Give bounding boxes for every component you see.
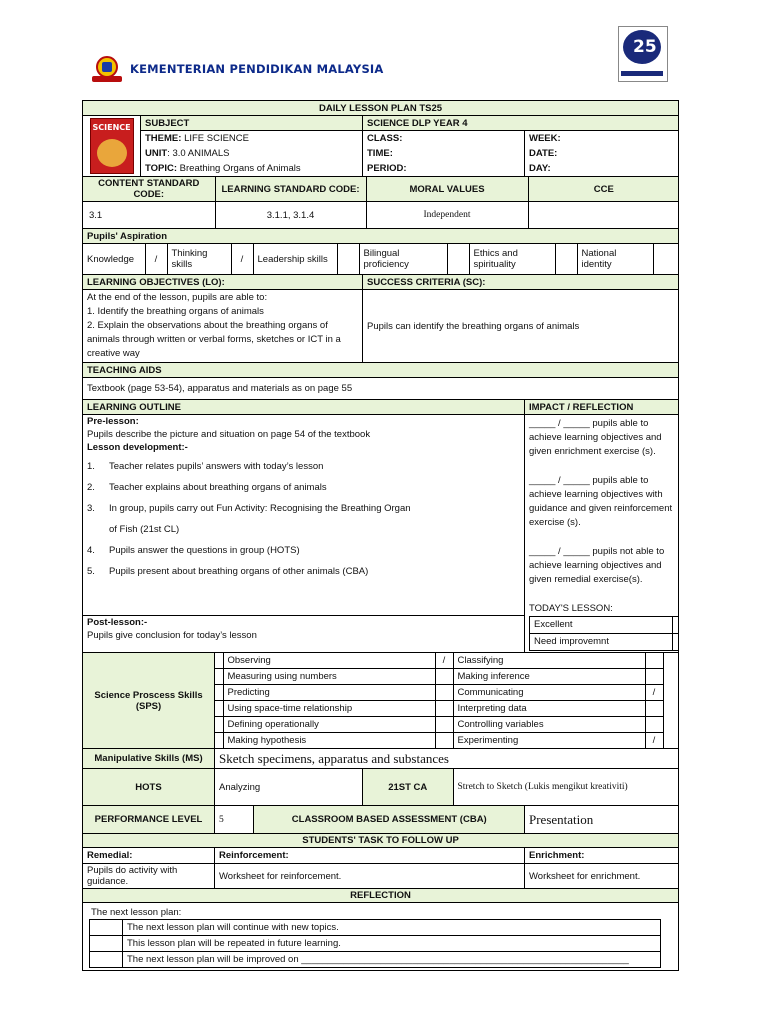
sc-text: Pupils can identify the breathing organs of animals bbox=[363, 290, 679, 363]
sps-interpreting: Interpreting data bbox=[453, 701, 645, 717]
cba-value: Presentation bbox=[525, 806, 679, 834]
theme-value: LIFE SCIENCE bbox=[184, 133, 249, 145]
moral-values-label: MORAL VALUES bbox=[366, 177, 528, 201]
remedial-label: Remedial: bbox=[83, 848, 215, 864]
performance-level-label: PERFORMANCE LEVEL bbox=[83, 806, 215, 834]
plan-title: DAILY LESSON PLAN TS25 bbox=[83, 101, 679, 116]
next-plan-option: The next lesson plan will continue with new topics. bbox=[123, 920, 661, 936]
sps-measuring-mark bbox=[435, 669, 453, 685]
sps-table bbox=[215, 653, 679, 748]
sps-classifying: Classifying bbox=[453, 653, 645, 669]
book-cover bbox=[83, 116, 141, 177]
sps-hypothesis: Making hypothesis bbox=[223, 733, 435, 749]
next-plan-check bbox=[90, 952, 123, 968]
aspiration-thinking: Thinking skills bbox=[167, 244, 231, 274]
theme-row bbox=[141, 131, 363, 146]
sps-interpreting-mark bbox=[645, 701, 663, 717]
ts25-logo-icon bbox=[618, 26, 668, 82]
theme-label: THEME: bbox=[145, 133, 182, 145]
next-plan-table bbox=[89, 919, 661, 968]
rating-excellent: Excellent bbox=[530, 617, 673, 634]
lo-label: LEARNING OBJECTIVES (LO): bbox=[83, 275, 363, 290]
sps-measuring: Measuring using numbers bbox=[223, 669, 435, 685]
sps-predicting: Predicting bbox=[223, 685, 435, 701]
sps-label: Science Proscess Skills (SPS) bbox=[83, 653, 215, 749]
aspiration-knowledge-mark: / bbox=[145, 244, 167, 274]
hots-value: Analyzing bbox=[215, 769, 363, 806]
development-step: of Fish (21st CL) bbox=[109, 524, 180, 535]
sps-observing: Observing bbox=[223, 653, 435, 669]
aspiration-knowledge: Knowledge bbox=[83, 244, 145, 274]
reinforcement-label: Reinforcement: bbox=[215, 848, 525, 864]
development-step: 4. Pupils answer the questions in group (HOTS) bbox=[87, 545, 300, 556]
aspiration-label: Pupils' Aspiration bbox=[83, 229, 679, 244]
lo-text: At the end of the lesson, pupils are able to: 1. Identify the breathing organs of animals 2. Explain the observations about the breathing organs of animals through written or verbal forms, sketches or ICT in a creative way bbox=[83, 290, 363, 363]
remedial-text: Pupils do activity with guidance. bbox=[83, 864, 215, 889]
aspiration-bilingual: Bilingual proficiency bbox=[359, 244, 447, 274]
next-plan-check bbox=[90, 920, 123, 936]
sps-experimenting: Experimenting bbox=[453, 733, 645, 749]
todays-lesson-table bbox=[529, 616, 679, 651]
lesson-plan-table bbox=[82, 100, 679, 971]
sps-space-time: Using space-time relationship bbox=[223, 701, 435, 717]
development-step: 5. Pupils present about breathing organs of other animals (CBA) bbox=[87, 566, 369, 577]
cce-label: CCE bbox=[528, 177, 679, 201]
21st-ca-label: 21ST CA bbox=[363, 769, 453, 805]
development-step: 1. Teacher relates pupils’ answers with today’s lesson bbox=[87, 461, 324, 472]
sps-experimenting-mark: / bbox=[645, 733, 663, 749]
aspiration-leadership: Leadership skills bbox=[253, 244, 337, 274]
development-step: 3. In group, pupils carry out Fun Activity: Recognising the Breathing Organ bbox=[87, 503, 411, 514]
21st-ca-value: Stretch to Sketch (Lukis mengikut kreativiti) bbox=[457, 781, 628, 792]
impact-enrichment: _____ / _____ pupils able to achieve learning objectives and given enrichment exercise (s). bbox=[529, 418, 662, 457]
hots-label: HOTS bbox=[83, 769, 215, 806]
period-label: PERIOD: bbox=[363, 160, 525, 176]
postlesson-text: Pupils give conclusion for today’s lesson bbox=[87, 630, 257, 642]
unit-label: UNIT bbox=[145, 147, 168, 159]
sps-defining: Defining operationally bbox=[223, 717, 435, 733]
impact-reflection-label: IMPACT / REFLECTION bbox=[525, 400, 679, 415]
date-label: DATE: bbox=[525, 146, 679, 160]
ms-value: Sketch specimens, apparatus and substances bbox=[215, 749, 679, 769]
sps-defining-mark bbox=[435, 717, 453, 733]
reflection-label: REFLECTION bbox=[83, 889, 679, 903]
rating-needs-improvement: Need improvemnt bbox=[530, 634, 673, 651]
rating-needs-improvement-mark bbox=[673, 634, 679, 651]
prelesson-text: Pupils describe the picture and situation on page 54 of the textbook bbox=[87, 429, 371, 440]
day-label: DAY: bbox=[525, 160, 679, 176]
reflection-body bbox=[83, 903, 679, 971]
sc-label: SUCCESS CRITERIA (SC): bbox=[363, 275, 679, 290]
learning-standard-value: 3.1.1, 3.1.4 bbox=[215, 202, 366, 228]
cba-label: CLASSROOM BASED ASSESSMENT (CBA) bbox=[253, 806, 525, 833]
cce-value bbox=[528, 202, 679, 228]
topic-label: TOPIC: bbox=[145, 162, 178, 174]
postlesson-label: Post-lesson:- bbox=[87, 617, 148, 629]
enrichment-label: Enrichment: bbox=[525, 848, 679, 864]
learning-standard-label: LEARNING STANDARD CODE: bbox=[215, 177, 366, 201]
sps-inference-mark bbox=[645, 669, 663, 685]
sps-classifying-mark bbox=[645, 653, 663, 669]
aspiration-bilingual-mark bbox=[447, 244, 469, 274]
subject-label: SUBJECT bbox=[141, 116, 363, 131]
week-label: WEEK: bbox=[525, 131, 679, 146]
time-label: TIME: bbox=[363, 146, 525, 160]
science-book-cover-icon bbox=[90, 118, 134, 174]
unit-value: : 3.0 ANIMALS bbox=[167, 147, 230, 159]
sps-communicating: Communicating bbox=[453, 685, 645, 701]
unit-row bbox=[141, 146, 363, 160]
development-step: 2. Teacher explains about breathing organs of animals bbox=[87, 482, 327, 493]
next-plan-label: The next lesson plan: bbox=[91, 907, 182, 918]
postlesson-cell bbox=[83, 616, 525, 653]
impact-body bbox=[525, 415, 679, 653]
ts25-logo-text: 25 bbox=[633, 37, 657, 57]
aspiration-ethics: Ethics and spirituality bbox=[469, 244, 555, 274]
moral-values-value: Independent bbox=[366, 202, 528, 228]
aspiration-thinking-mark: / bbox=[231, 244, 253, 274]
impact-remedial: _____ / _____ pupils not able to achieve learning objectives and given remedial exercise(s). bbox=[529, 546, 665, 585]
todays-lesson-label: TODAY'S LESSON: bbox=[529, 603, 613, 614]
learning-outline-label: LEARNING OUTLINE bbox=[83, 400, 525, 415]
sps-hypothesis-mark bbox=[435, 733, 453, 749]
impact-reinforcement: _____ / _____ pupils able to achieve learning objectives with guidance and given reinforcement exercise (s). bbox=[529, 475, 673, 528]
development-label: Lesson development:- bbox=[87, 442, 188, 453]
subject-value: SCIENCE DLP YEAR 4 bbox=[363, 116, 679, 131]
teaching-aids-label: TEACHING AIDS bbox=[83, 363, 679, 378]
sps-controlling-mark bbox=[645, 717, 663, 733]
next-plan-option: This lesson plan will be repeated in future learning. bbox=[123, 936, 661, 952]
aspiration-ethics-mark bbox=[555, 244, 577, 274]
sps-predicting-mark bbox=[435, 685, 453, 701]
ministry-name: KEMENTERIAN PENDIDIKAN MALAYSIA bbox=[130, 62, 384, 76]
ministry-header bbox=[90, 52, 384, 86]
next-plan-check bbox=[90, 936, 123, 952]
reinforcement-text: Worksheet for reinforcement. bbox=[215, 864, 525, 889]
ministry-crest-icon bbox=[90, 54, 124, 84]
development-steps bbox=[87, 456, 520, 582]
enrichment-text: Worksheet for enrichment. bbox=[525, 864, 679, 889]
content-standard-label: CONTENT STANDARD CODE: bbox=[83, 177, 215, 201]
content-standard-value: 3.1 bbox=[83, 202, 215, 228]
performance-level-value: 5 bbox=[215, 806, 253, 833]
lesson-outline-body bbox=[83, 415, 525, 616]
next-plan-option: The next lesson plan will be improved on ______________________________________________________________ bbox=[123, 952, 661, 968]
sps-space-time-mark bbox=[435, 701, 453, 717]
class-label: CLASS: bbox=[363, 131, 525, 146]
topic-row bbox=[141, 160, 363, 176]
aspiration-national: National identity bbox=[577, 244, 653, 274]
teaching-aids-text: Textbook (page 53-54), apparatus and materials as on page 55 bbox=[83, 378, 679, 400]
sps-communicating-mark: / bbox=[645, 685, 663, 701]
topic-value: Breathing Organs of Animals bbox=[179, 162, 301, 174]
followup-label: STUDENTS' TASK TO FOLLOW UP bbox=[83, 834, 679, 848]
ms-label: Manipulative Skills (MS) bbox=[83, 749, 215, 769]
aspiration-leadership-mark bbox=[337, 244, 359, 274]
sps-inference: Making inference bbox=[453, 669, 645, 685]
book-cover-title: SCIENCE bbox=[92, 123, 131, 132]
rating-excellent-mark bbox=[673, 617, 679, 634]
prelesson-label: Pre-lesson: bbox=[87, 416, 139, 427]
sps-observing-mark: / bbox=[435, 653, 453, 669]
sps-controlling: Controlling variables bbox=[453, 717, 645, 733]
aspiration-national-mark bbox=[653, 244, 679, 274]
